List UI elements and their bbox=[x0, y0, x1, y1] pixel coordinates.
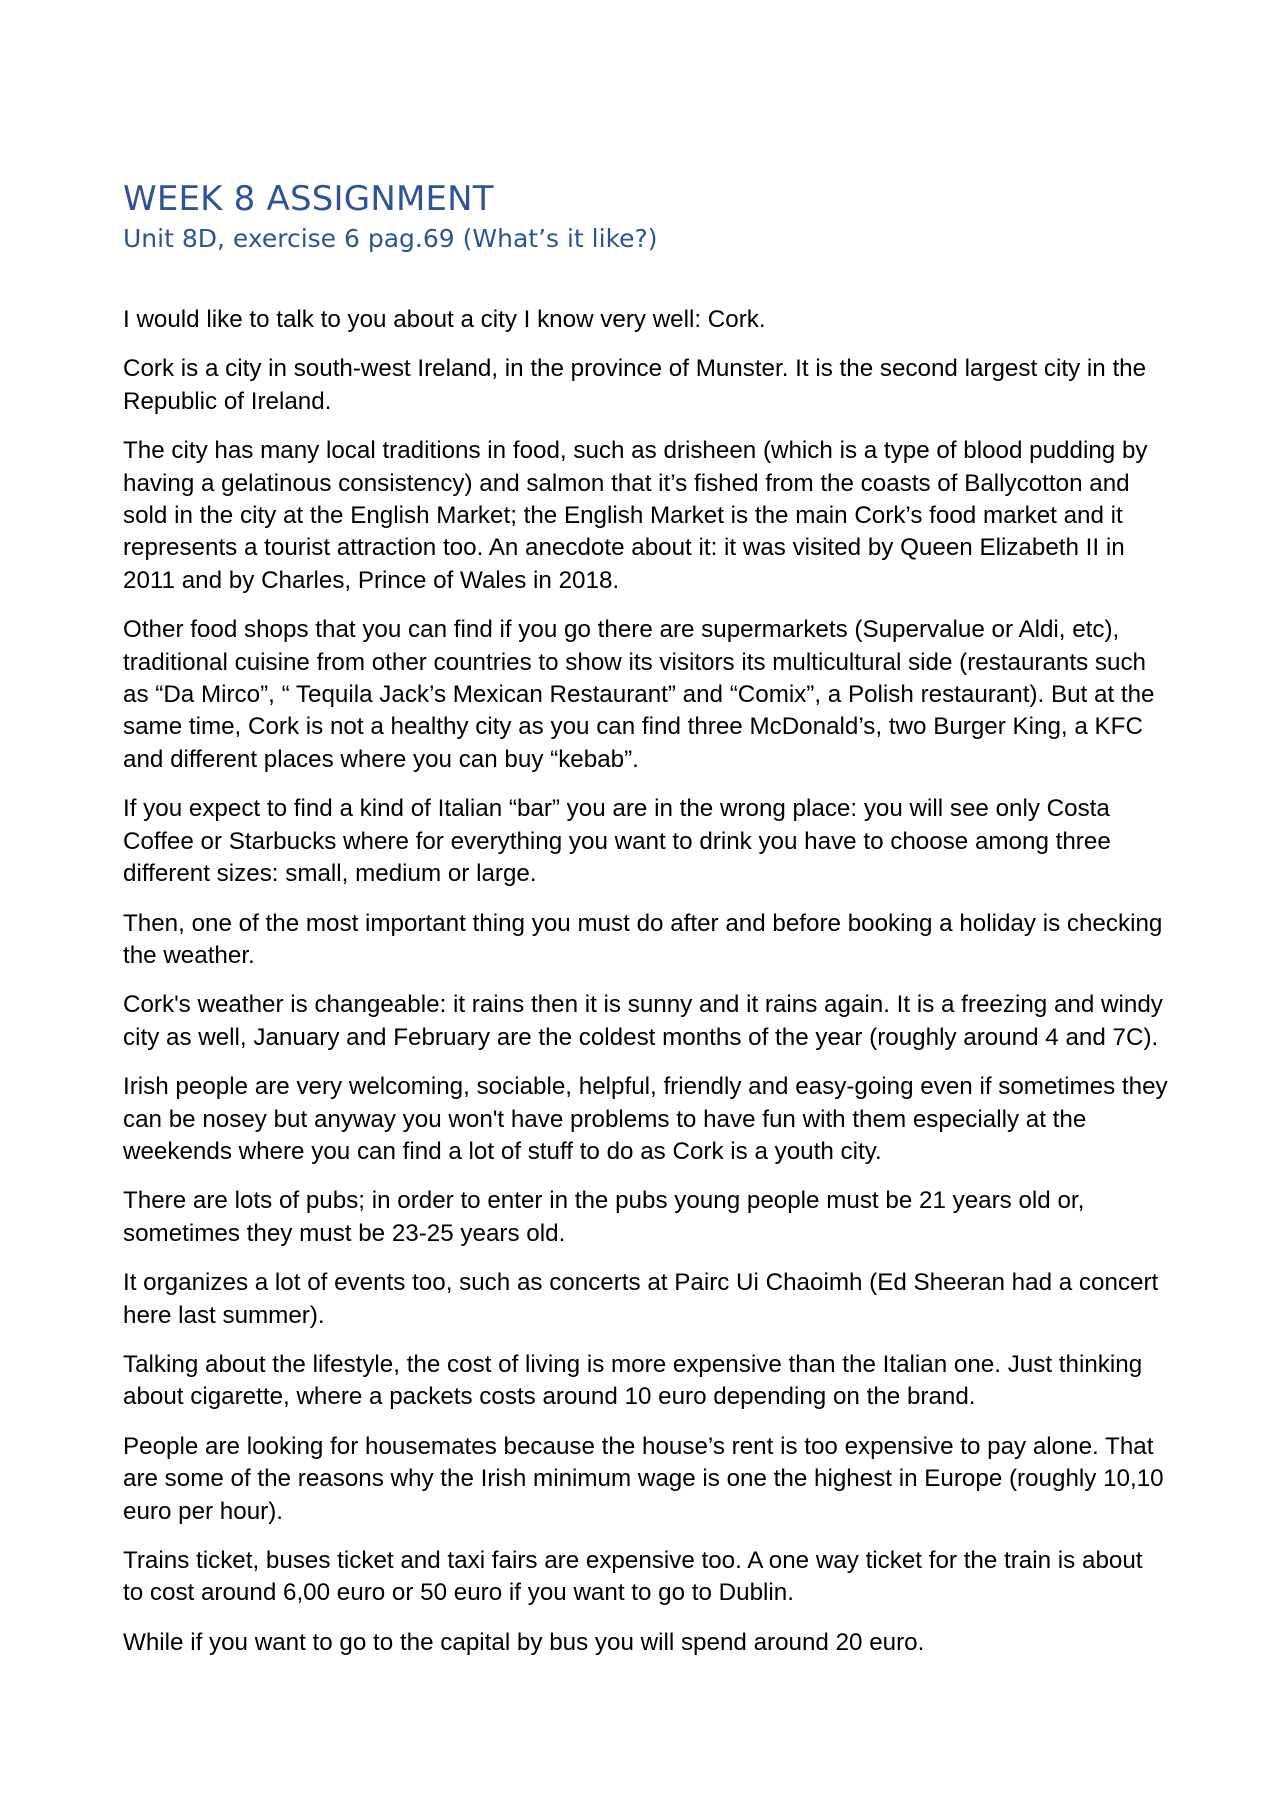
document-subtitle: Unit 8D, exercise 6 pag.69 (What’s it like?) bbox=[123, 224, 658, 253]
document-body bbox=[123, 304, 1168, 1659]
paragraph: People are looking for housemates because the house’s rent is too expensive to pay alone. That are some of the reasons why the Irish minimum wage is one the highest in Europe (roughly 10,10 euro per hour). bbox=[123, 1432, 1164, 1525]
paragraph: Trains ticket, buses ticket and taxi fairs are expensive too. A one way ticket for the train is about to cost around 6,00 euro or 50 euro if you want to go to Dublin. bbox=[123, 1547, 1143, 1607]
paragraph: Talking about the lifestyle, the cost of living is more expensive than the Italian one. Just thinking about cigarette, where a packets costs around 10 euro depending on the brand. bbox=[123, 1350, 1143, 1411]
paragraph: While if you want to go to the capital by bus you will spend around 20 euro. bbox=[123, 1628, 925, 1656]
paragraph: Cork is a city in south-west Ireland, in the province of Munster. It is the second largest city in the Republic of Ireland. bbox=[123, 355, 1147, 415]
paragraph: Other food shops that you can find if you go there are supermarkets (Supervalue or Aldi, etc), traditional cuisine from other countries to show its visitors its multicultural side (restaurants such as “Da Mirco”, “ Tequila Jack’s Mexican Restaurant” and “Comix”, a Polish restaurant). But at the same time, Cork is not a healthy city as you can find three McDonald’s, two Burger King, a KFC and different places where you can buy “kebab”. bbox=[123, 616, 1155, 773]
document-content bbox=[123, 178, 1168, 1676]
paragraph: If you expect to find a kind of Italian “bar” you are in the wrong place: you will see only Costa Coffee or Starbucks where for everything you want to drink you have to choose among three different sizes: small, medium or large. bbox=[123, 795, 1111, 888]
paragraph: It organizes a lot of events too, such as concerts at Pairc Ui Chaoimh (Ed Sheeran had a concert here last summer). bbox=[123, 1269, 1159, 1329]
document-title: WEEK 8 ASSIGNMENT bbox=[123, 179, 494, 219]
paragraph: Then, one of the most important thing you must do after and before booking a holiday is checking the weather. bbox=[123, 909, 1163, 969]
paragraph: The city has many local traditions in food, such as drisheen (which is a type of blood pudding by having a gelatinous consistency) and salmon that it’s fished from the coasts of Ballycotton and sold in the city at the English Market; the English Market is the main Cork’s food market and it represents a tourist attraction too. An anecdote about it: it was visited by Queen Elizabeth II in 2011 and by Charles, Prince of Wales in 2018. bbox=[123, 437, 1148, 594]
paragraph: I would like to talk to you about a city I know very well: Cork. bbox=[123, 306, 766, 333]
paragraph: There are lots of pubs; in order to enter in the pubs young people must be 21 years old or, sometimes they must be 23-25 years old. bbox=[123, 1187, 1085, 1247]
paragraph: Cork's weather is changeable: it rains then it is sunny and it rains again. It is a freezing and windy city as well, January and February are the coldest months of the year (roughly around 4 and 7C). bbox=[123, 991, 1163, 1051]
paragraph: Irish people are very welcoming, sociable, helpful, friendly and easy-going even if sometimes they can be nosey but anyway you won't have problems to have fun with them especially at the weekends where you can find a lot of stuff to do as Cork is a youth city. bbox=[123, 1073, 1168, 1165]
